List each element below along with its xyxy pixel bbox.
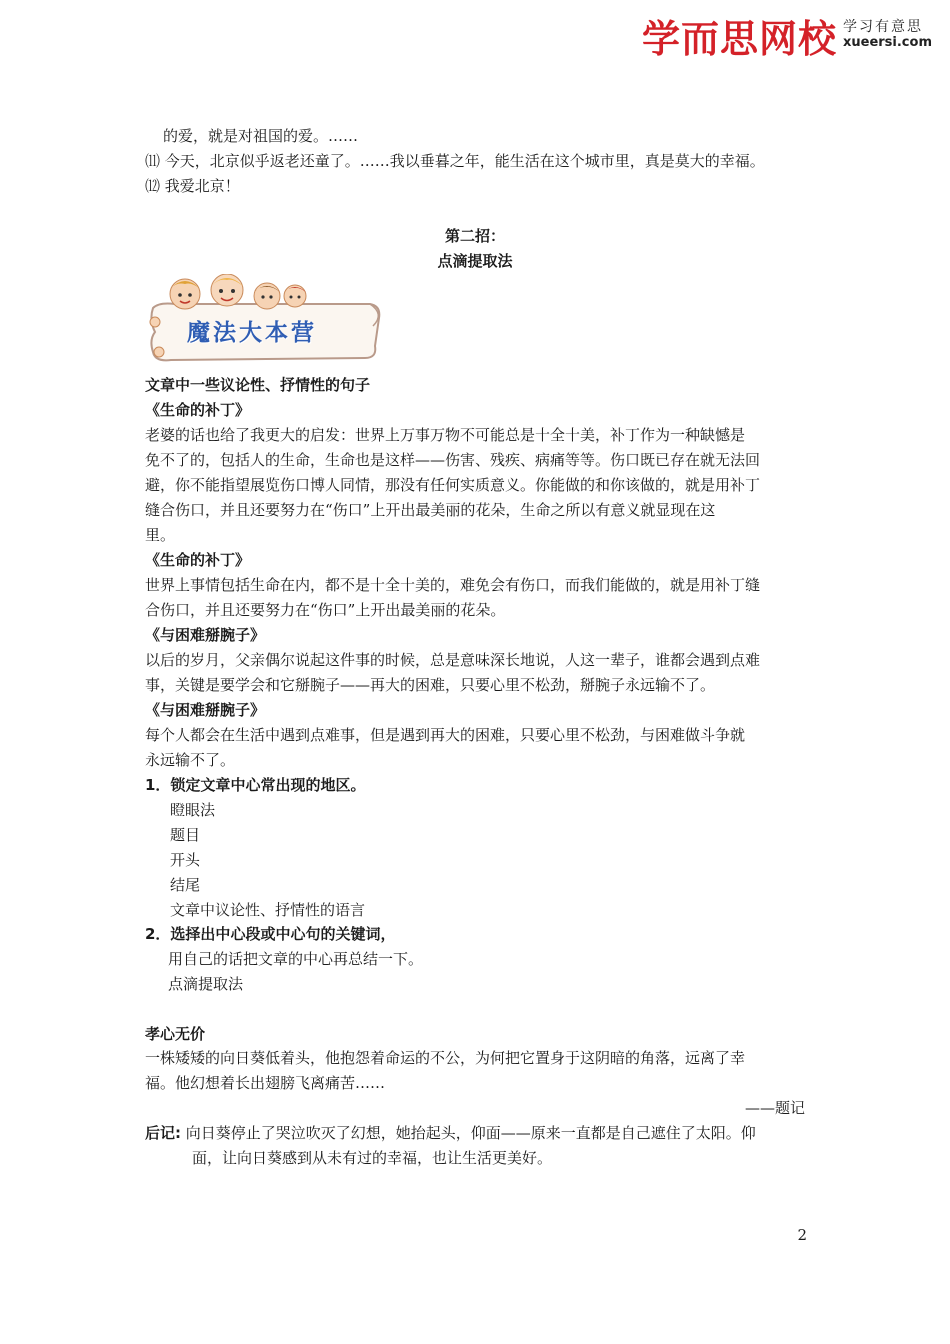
postscript-text: 向日葵停止了哭泣吹灭了幻想，她抬起头，仰面——原来一直都是自己遮住了太阳。仰 — [185, 1124, 756, 1142]
example-4-title: 《与困难掰腕子》 — [145, 701, 266, 719]
example-2-title: 《生命的补丁》 — [145, 551, 251, 569]
point-2-item: 点滴提取法 — [168, 975, 244, 993]
point-1-item: 瞪眼法 — [170, 801, 216, 819]
example-2-line: 合伤口，并且还要努力在“伤口”上开出最美丽的花朵。 — [145, 601, 506, 619]
example-1-title: 《生命的补丁》 — [145, 401, 251, 419]
point-1-item: 开头 — [170, 851, 201, 869]
example-1-line: 避，你不能指望展览伤口博人同情，那没有任何实质意义。你能做的和你该做的，就是用补丁 — [145, 476, 761, 494]
brand-logo — [642, 10, 932, 60]
example-3-line: 事，关键是要学会和它掰腕子——再大的困难，只要心里不松劲，掰腕子永远输不了。 — [145, 676, 716, 694]
section-title: 第二招： — [444, 227, 505, 245]
example-4-line: 永远输不了。 — [145, 751, 236, 769]
logo-slogan: 学习有意思 — [842, 19, 923, 36]
example-1-line: 缝合伤口，并且还要努力在“伤口”上开出最美丽的花朵，生命之所以有意义就显现在这 — [145, 501, 716, 519]
essay-line: 一株矮矮的向日葵低着头，他抱怨着命运的不公，为何把它置身于这阴暗的角落，远离了幸 — [145, 1049, 746, 1067]
body-heading: 文章中一些议论性、抒情性的句子 — [145, 376, 371, 394]
point-1-heading: 1．锁定文章中心常出现的地区。 — [145, 776, 366, 794]
postscript-line-1: 后记: 向日葵停止了哭泣吹灭了幻想，她抬起头，仰面——原来一直都是自己遮住了太阳。仰 — [145, 1124, 756, 1142]
intro-line-1: 的爱，就是对祖国的爱。…… — [163, 127, 359, 145]
point-1-item: 结尾 — [170, 876, 201, 894]
magic-camp-banner — [145, 274, 385, 368]
page-number: 2 — [797, 1226, 807, 1244]
essay-title: 孝心无价 — [145, 1025, 206, 1043]
section-subtitle: 点滴提取法 — [437, 252, 513, 270]
postscript-label: 后记 — [145, 1124, 176, 1142]
postscript-line-2: 面，让向日葵感到从未有过的幸福，也让生活更美好。 — [192, 1149, 553, 1167]
intro-line-2: ⑾ 今天，北京似乎返老还童了。……我以垂暮之年，能生活在这个城市里，真是莫大的幸福。 — [145, 152, 765, 170]
example-3-title: 《与困难掰腕子》 — [145, 626, 266, 644]
example-4-line: 每个人都会在生活中遇到点难事，但是遇到再大的困难，只要心里不松劲，与困难做斗争就 — [145, 726, 746, 744]
example-3-line: 以后的岁月，父亲偶尔说起这件事的时候，总是意味深长地说，人这一辈子，谁都会遇到点难 — [145, 651, 761, 669]
example-2-line: 世界上事情包括生命在内，都不是十全十美的，难免会有伤口，而我们能做的，就是用补丁缝 — [145, 576, 761, 594]
banner-text: 魔法大本营 — [187, 320, 317, 346]
example-1-line: 老婆的话也给了我更大的启发：世界上万事万物不可能总是十全十美，补丁作为一种缺憾是 — [145, 426, 746, 444]
point-2-heading: 2．选择出中心段或中心句的关键词， — [145, 925, 396, 943]
logo-domain: xueersi.com — [842, 34, 932, 50]
example-1-line: 里。 — [145, 526, 176, 544]
point-2-item: 用自己的话把文章的中心再总结一下。 — [168, 950, 424, 968]
example-1-line: 免不了的，包括人的生命，生命也是这样——伤害、残疾、病痛等等。伤口既已存在就无法回 — [145, 451, 761, 469]
essay-line: 福。他幻想着长出翅膀飞离痛苦…… — [145, 1074, 386, 1092]
point-1-item: 文章中议论性、抒情性的语言 — [170, 901, 366, 919]
intro-line-3: ⑿ 我爱北京！ — [145, 177, 240, 195]
logo-text: 学而思网校 — [641, 16, 837, 61]
point-1-item: 题目 — [170, 826, 201, 844]
epigraph-signature: ——题记 — [744, 1099, 805, 1117]
